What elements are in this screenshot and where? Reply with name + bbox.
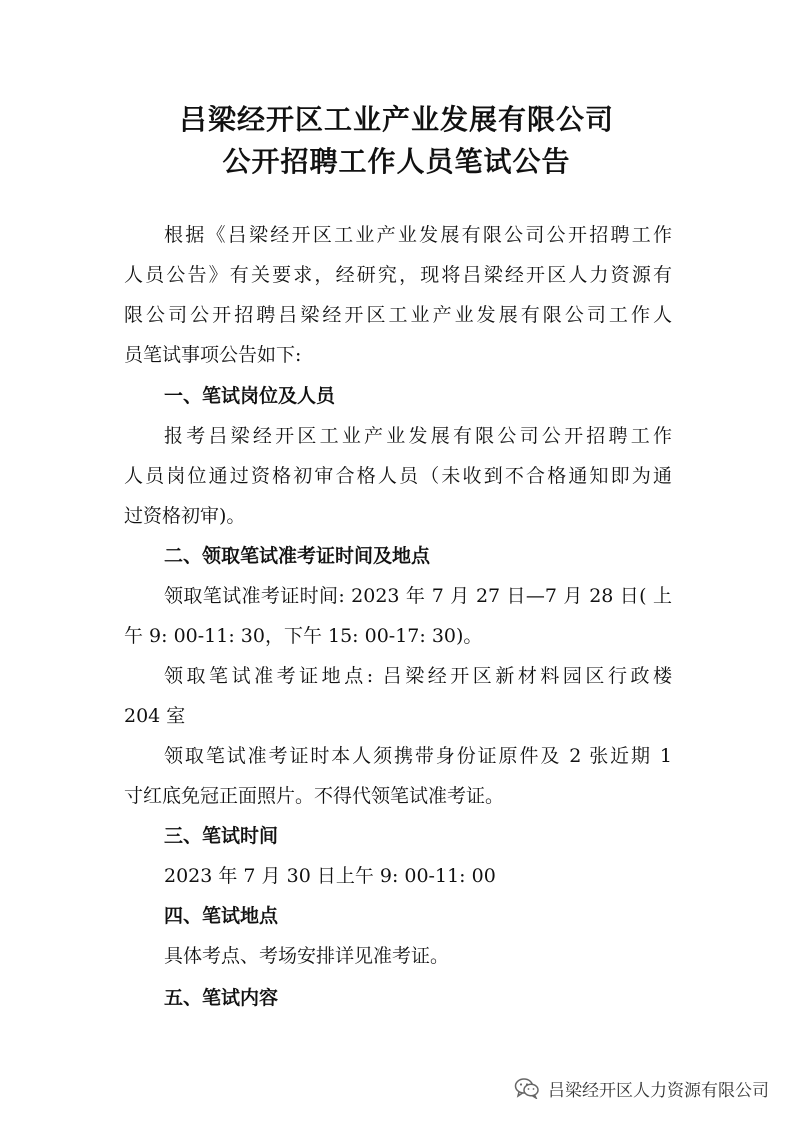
section-2-time-line: 午 9: 00-11: 30，下午 15: 00-17: 30)。 [124,625,483,647]
intro-paragraph-line: 限公司公开招聘吕梁经开区工业产业发展有限公司工作人 [124,304,672,326]
section-3-heading: 三、笔试时间 [164,825,279,847]
section-2-note-line: 领取笔试准考证时本人须携带身份证原件及 2 张近期 1 [164,745,672,767]
section-3-text: 2023 年 7 月 30 日上午 9: 00-11: 00 [164,865,496,887]
section-4-text: 具体考点、考场安排详见准考证。 [164,945,450,967]
document-title-line-1: 吕梁经开区工业产业发展有限公司 [178,103,614,136]
section-2-time-line: 领取笔试准考证时间: 2023 年 7 月 27 日—7 月 28 日( 上 [164,585,672,607]
section-1-heading: 一、笔试岗位及人员 [164,385,336,407]
section-1-line: 报考吕梁经开区工业产业发展有限公司公开招聘工作 [164,425,672,447]
account-watermark [514,1074,769,1102]
intro-paragraph-line: 根据《吕梁经开区工业产业发展有限公司公开招聘工作 [164,224,672,246]
intro-paragraph-line: 人员公告》有关要求，经研究，现将吕梁经开区人力资源有 [124,264,672,286]
section-2-note-line: 寸红底免冠正面照片。不得代领笔试准考证。 [124,785,505,807]
section-2-place-line: 领取笔试准考证地点: 吕梁经开区新材料园区行政楼 [164,665,672,687]
section-1-line: 过资格初审)。 [124,505,246,527]
section-5-heading: 五、笔试内容 [164,987,279,1009]
section-4-heading: 四、笔试地点 [164,905,279,927]
section-2-place-line: 204 室 [124,705,186,727]
document-title-line-2: 公开招聘工作人员笔试公告 [222,145,571,178]
account-name: 吕梁经开区人力资源有限公司 [548,1080,769,1101]
intro-paragraph-line: 员笔试事项公告如下: [124,344,302,366]
wechat-icon [514,1077,540,1099]
section-1-line: 人员岗位通过资格初审合格人员（未收到不合格通知即为通 [124,465,672,487]
section-2-heading: 二、领取笔试准考证时间及地点 [164,545,431,567]
